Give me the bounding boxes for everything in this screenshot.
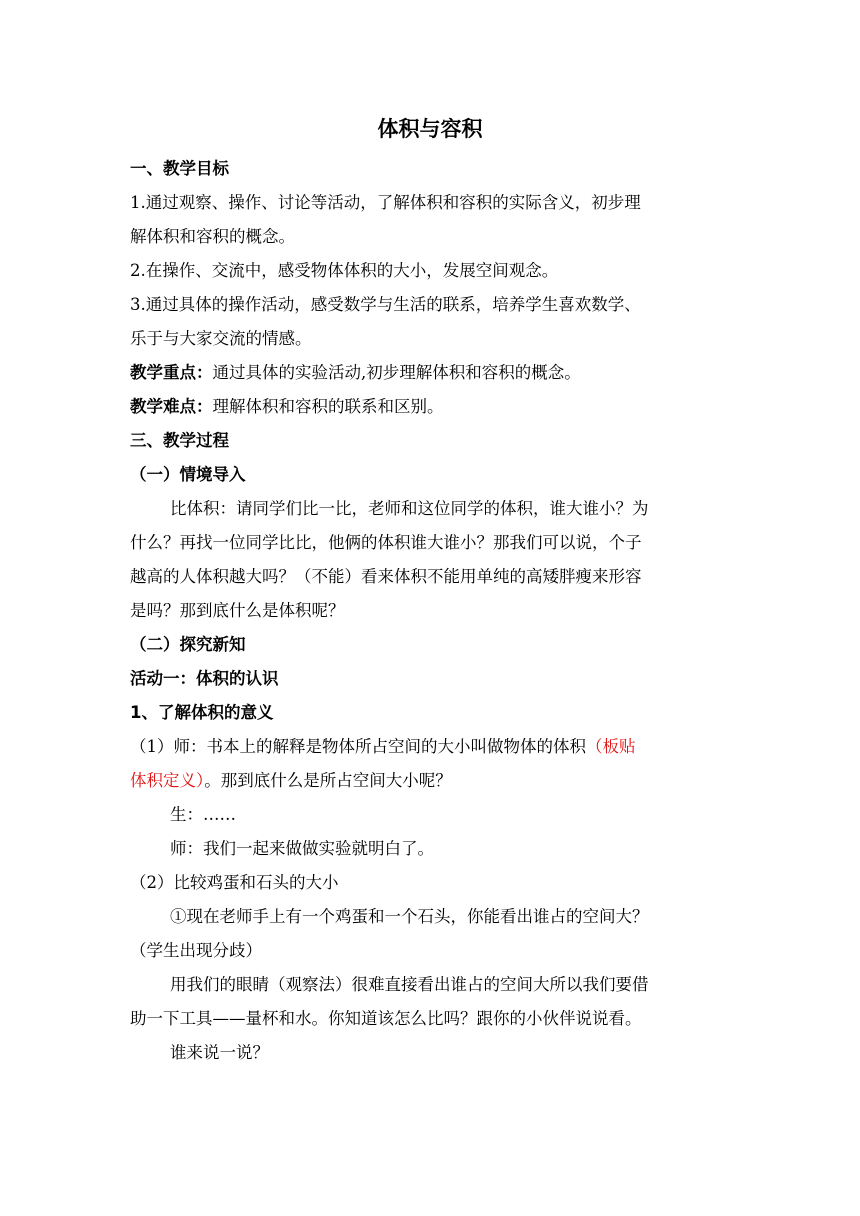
document-title: 体积与容积	[377, 117, 483, 141]
intro-paragraph-line-1: 比体积：请同学们比一比，老师和这位同学的体积，谁大谁小？为	[170, 499, 649, 518]
key-point	[130, 356, 730, 390]
point-1-question: 。那到底什么是所占空间大小呢？	[204, 771, 452, 790]
objective-1-line-1: 1.通过观察、操作、讨论等活动，了解体积和容积的实际含义，初步理	[130, 193, 641, 212]
student-reply: 生：……	[170, 805, 236, 824]
point-1-line-2	[130, 764, 730, 798]
intro-paragraph-line-4: 是吗？那到底什么是体积呢？	[130, 601, 345, 620]
teacher-reply: 师：我们一起来做做实验就明白了。	[170, 839, 434, 858]
point-2-line-4: 助一下工具——量杯和水。你知道该怎么比吗？跟你的小伙伴说说看。	[130, 1009, 642, 1028]
key-point-label: 教学重点：	[130, 363, 213, 382]
objective-3-line-1: 3.通过具体的操作活动，感受数学与生活的联系，培养学生喜欢数学、	[130, 295, 641, 314]
document-page	[130, 112, 730, 1070]
objective-3-line-2: 乐于与大家交流的情感。	[130, 329, 312, 348]
point-2-line-5: 谁来说一说？	[170, 1043, 269, 1062]
subsection-intro: （一）情境导入	[130, 465, 246, 484]
point-1-text: （1）师：书本上的解释是物体所占空间的大小叫做物体的体积	[130, 737, 586, 756]
intro-paragraph-line-3: 越高的人体积越大吗？（不能）看来体积不能用单纯的高矮胖瘦来形容	[130, 567, 642, 586]
difficult-point-label: 教学难点：	[130, 397, 213, 416]
point-one-heading: 1、了解体积的意义	[130, 703, 274, 722]
activity-one-heading: 活动一：体积的认识	[130, 669, 279, 688]
point-2-heading: （2）比较鸡蛋和石头的大小	[130, 873, 339, 892]
objective-2: 2.在操作、交流中，感受物体体积的大小，发展空间观念。	[130, 261, 559, 280]
difficult-point	[130, 390, 730, 424]
objective-1-line-2: 解体积和容积的概念。	[130, 227, 295, 246]
board-note-start: （板贴	[586, 737, 636, 756]
point-2-line-3: 用我们的眼睛（观察法）很难直接看出谁占的空间大所以我们要借	[170, 975, 649, 994]
point-2-line-1: ①现在老师手上有一个鸡蛋和一个石头，你能看出谁占的空间大？	[170, 907, 649, 926]
difficult-point-text: 理解体积和容积的联系和区别。	[212, 397, 444, 416]
section-heading-process: 三、教学过程	[130, 431, 229, 450]
intro-paragraph-line-2: 什么？再找一位同学比比，他俩的体积谁大谁小？那我们可以说，个子	[130, 533, 642, 552]
subsection-explore: （二）探究新知	[130, 635, 246, 654]
key-point-text: 通过具体的实验活动,初步理解体积和容积的概念。	[212, 363, 581, 382]
section-heading-objectives: 一、教学目标	[130, 159, 229, 178]
point-1-line-1	[130, 730, 730, 764]
point-2-line-2: （学生出现分歧）	[130, 941, 262, 960]
board-note-end: 体积定义）	[130, 771, 205, 790]
